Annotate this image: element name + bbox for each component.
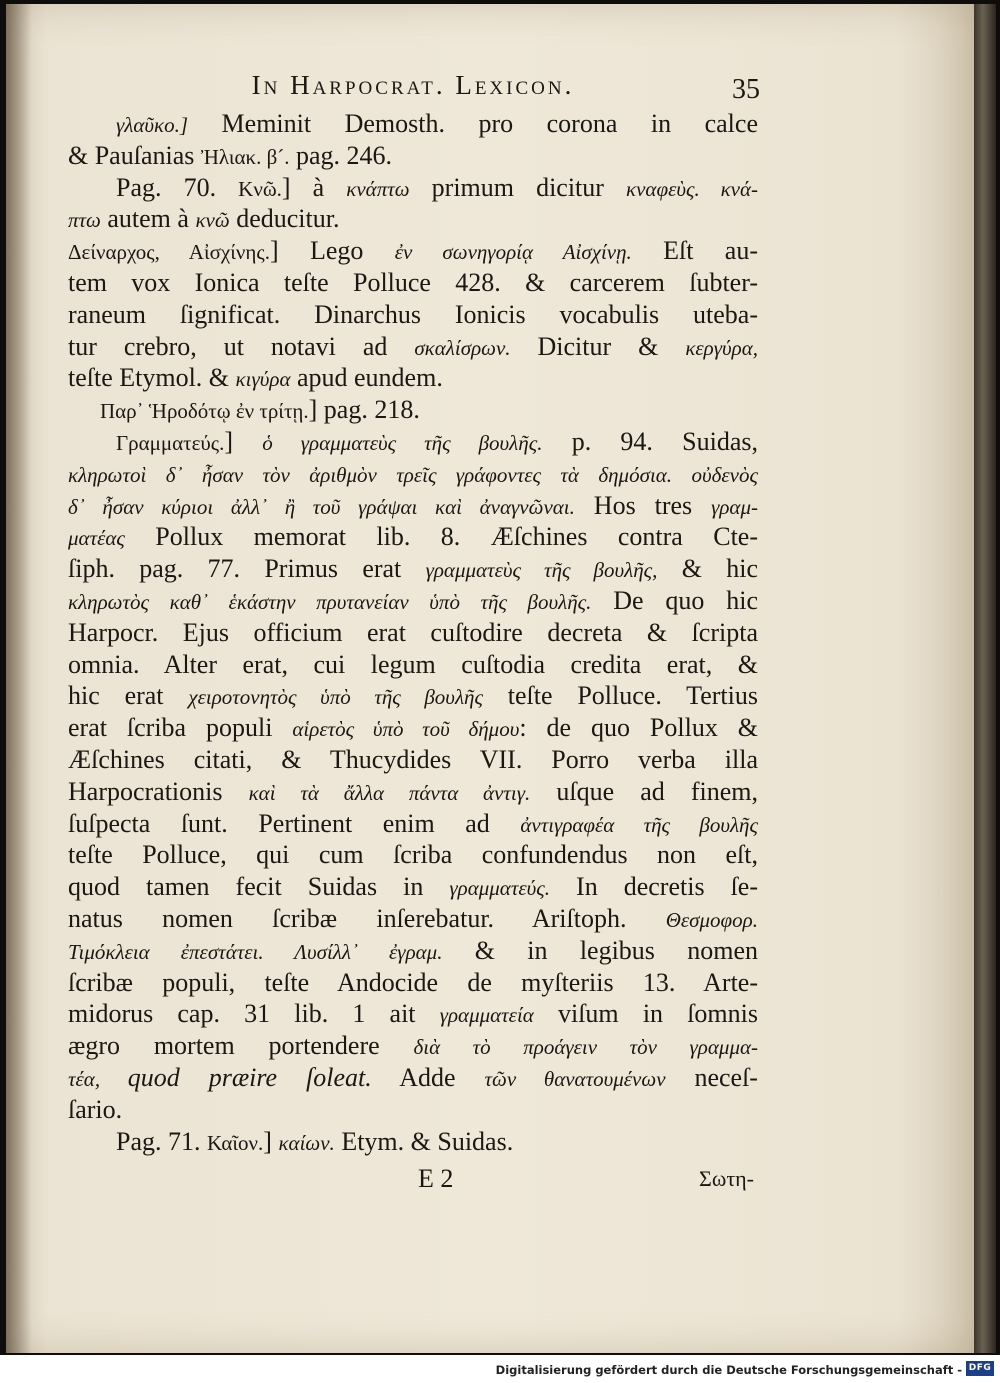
latin-text: neceſ- <box>665 1062 758 1092</box>
catchword: Σωτη- <box>699 1166 754 1192</box>
latin-text: omnia. Alter erat, cui legum cuſtodia credita erat, & <box>68 649 758 679</box>
latin-text: Etym. & Suidas. <box>334 1126 514 1156</box>
latin-text: raneum ſignificat. Dinarchus Ionicis vocabulis uteba- <box>68 299 758 329</box>
greek-text: Γραμματεύς. <box>116 430 225 455</box>
greek-text: γραμ- <box>711 494 758 519</box>
latin-text: : de quo Pollux & <box>519 713 758 743</box>
text-line <box>68 426 758 458</box>
text-line <box>68 998 758 1030</box>
latin-text: erat ſcriba populi <box>68 713 293 743</box>
latin-text: p. 94. Suidas, <box>542 426 758 456</box>
latin-text: ] <box>224 426 263 456</box>
text-line <box>68 617 758 649</box>
greek-text: κληρωτοὶ δ᾽ ἦσαν τὸν ἀριθμὸν τρεῖς γράφοντες τὰ δημόσια. οὐδενὸς <box>68 462 758 487</box>
greek-text: κιγύρα <box>235 367 291 392</box>
text-line <box>68 903 758 935</box>
text-line <box>68 680 758 712</box>
greek-text: Παρ᾽ Ἡροδότῳ ἐν τρίτῃ. <box>100 399 309 424</box>
latin-text: Adde <box>371 1062 485 1092</box>
latin-text: & in legibus nomen <box>442 935 758 965</box>
latin-text: tem vox Ionica teſte Polluce 428. & carcerem ſubter- <box>68 267 758 297</box>
greek-text: ὁ γραμματεὺς τῆς βουλῆς. <box>262 430 543 455</box>
running-title: In Harpocrat. Lexicon. <box>251 70 575 100</box>
greek-text: Κνῶ. <box>238 176 282 201</box>
text-line <box>68 585 758 617</box>
latin-text: ] à <box>281 172 347 202</box>
credit-text: Digitalisierung gefördert durch die Deutsche Forschungsgemeinschaft - <box>495 1363 962 1377</box>
latin-text: tur crebro, ut notavi ad <box>68 331 415 361</box>
greek-text: κεργύρα, <box>685 335 759 360</box>
latin-text: pag. 246. <box>289 140 393 170</box>
latin-text: quod tamen fecit Suidas in <box>68 872 450 902</box>
text-line <box>68 108 758 140</box>
latin-text: Eſt au- <box>631 236 758 266</box>
text-line <box>68 839 758 871</box>
text-line <box>68 203 758 235</box>
text-block <box>68 70 758 1201</box>
latin-text: teſte Polluce. Tertius <box>482 681 758 711</box>
latin-text: & Pauſanias <box>68 140 201 170</box>
text-line <box>68 490 758 522</box>
greek-text: πτω <box>68 208 101 233</box>
latin-text: & hic <box>657 554 758 584</box>
greek-text: τῶν θανατουμένων <box>484 1066 666 1091</box>
latin-text: In decretis ſe- <box>550 872 758 902</box>
latin-text: natus nomen ſcribæ inſerebatur. Ariſtoph. <box>68 903 666 933</box>
credit-bar <box>0 1355 1000 1383</box>
latin-text: autem à <box>100 204 196 234</box>
greek-text: κνῶ <box>195 208 230 233</box>
text-line <box>68 1094 758 1126</box>
greek-text: αἱρετὸς ὑπὸ τοῦ δήμου <box>292 717 520 742</box>
greek-text: σκαλίσρων. <box>414 335 511 360</box>
text-line <box>68 1062 758 1094</box>
greek-text: ματέας <box>68 526 125 551</box>
latin-text: ſiph. pag. 77. Primus erat <box>68 554 426 584</box>
latin-text: quod præire ſoleat. <box>127 1062 372 1092</box>
greek-text: κναφεὺς. κνά- <box>626 176 759 201</box>
latin-text: Harpocr. Ejus officium erat cuſtodire decreta & ſcripta <box>68 617 758 647</box>
greek-text: Δείναρχος, Αἰσχίνης. <box>68 240 270 265</box>
text-line <box>68 935 758 967</box>
text-line <box>68 553 758 585</box>
latin-text: ] pag. 218. <box>308 395 420 425</box>
latin-text: ſuſpecta ſunt. Pertinent enim ad <box>68 808 521 838</box>
latin-text: teſte Polluce, qui cum ſcriba confundendus non eſt, <box>68 840 758 870</box>
latin-text: Pag. 70. <box>116 172 239 202</box>
running-header <box>68 70 758 108</box>
text-line <box>68 299 758 331</box>
latin-text: hic erat <box>68 681 189 711</box>
text-line <box>68 394 758 426</box>
latin-text: ] <box>263 1126 279 1156</box>
text-line <box>68 521 758 553</box>
text-line <box>68 712 758 744</box>
text-line <box>68 140 758 172</box>
latin-text: viſum in ſomnis <box>533 999 758 1029</box>
page-footer <box>68 1161 758 1201</box>
latin-text: Pollux memorat lib. 8. Æſchines contra Cte- <box>124 522 758 552</box>
latin-text: Meminit Demosth. pro corona in calce <box>188 109 758 138</box>
text-line <box>68 362 758 394</box>
binding-shadow <box>6 4 32 1353</box>
latin-text: midorus cap. 31 lib. 1 ait <box>68 999 440 1029</box>
greek-text: Τιμόκλεια ἐπεστάτει. Λυσίλλ᾽ ἐγραμ. <box>68 939 443 964</box>
text-line <box>68 458 758 490</box>
latin-text: ægro mortem portendere <box>68 1031 414 1061</box>
greek-text: κληρωτὸς καθ᾽ ἑκάστην πρυτανείαν ὑπὸ τῆς βουλῆς. <box>68 589 592 614</box>
body-text <box>68 108 758 1157</box>
signature-mark: E 2 <box>418 1164 454 1194</box>
latin-text: uſque ad finem, <box>530 776 758 806</box>
latin-text: Dicitur & <box>510 331 686 361</box>
greek-text: Ἠλιακ. β´. <box>200 144 290 169</box>
text-line <box>68 776 758 808</box>
greek-text: διὰ τὸ προάγειν τὸν γραμμα- <box>413 1035 758 1060</box>
latin-text: teſte Etymol. & <box>68 363 236 393</box>
text-line <box>68 649 758 681</box>
latin-text: Pag. 71. <box>116 1126 207 1156</box>
text-line <box>68 1030 758 1062</box>
dfg-logo: DFG <box>966 1361 994 1376</box>
greek-text: κνάπτω <box>346 176 410 201</box>
greek-text: ἀντιγραφέα τῆς βουλῆς <box>520 812 758 837</box>
latin-text: Hos tres <box>574 490 712 520</box>
greek-text: γραμματεὺς τῆς βουλῆς, <box>425 558 658 583</box>
text-line <box>68 744 758 776</box>
text-line <box>68 1126 758 1158</box>
latin-text: ] Lego <box>269 236 395 266</box>
latin-text: ſario. <box>68 1094 123 1124</box>
page-number: 35 <box>732 74 760 105</box>
latin-text: deducitur. <box>229 204 340 234</box>
greek-text: γλαῦκο.] <box>116 113 189 137</box>
latin-text: apud eundem. <box>290 363 443 393</box>
text-line <box>68 267 758 299</box>
greek-text: Καῖον. <box>207 1130 264 1155</box>
text-line <box>68 808 758 840</box>
latin-text: Æſchines citati, & Thucydides VII. Porro verba illa <box>68 744 758 774</box>
greek-text: ἐν σωνηγορίᾳ Αἰσχίνῃ. <box>394 240 632 265</box>
latin-text: primum dicitur <box>409 172 627 202</box>
greek-text: δ᾽ ἦσαν κύριοι ἀλλ᾽ ἢ τοῦ γράψαι καὶ ἀναγνῶναι. <box>68 494 575 519</box>
text-line <box>68 331 758 363</box>
latin-text: De quo hic <box>591 585 758 615</box>
latin-text: ſcribæ populi, teſte Andocide de myſteriis 13. Arte- <box>68 967 758 997</box>
greek-text: Θεσμοφορ. <box>665 907 758 932</box>
greek-text: χειροτονητὸς ὑπὸ τῆς βουλῆς <box>188 685 483 710</box>
page-edge <box>974 4 996 1353</box>
text-line <box>68 871 758 903</box>
greek-text: γραμματεία <box>439 1003 534 1028</box>
greek-text: τέα, <box>68 1066 128 1091</box>
greek-text: γραμματεύς. <box>449 876 551 901</box>
text-line <box>68 235 758 267</box>
greek-text: καὶ τὰ ἄλλα πάντα ἀντιγ. <box>248 780 531 805</box>
text-line <box>68 967 758 999</box>
text-line <box>68 172 758 204</box>
greek-text: καίων. <box>278 1130 335 1155</box>
latin-text: Harpocrationis <box>68 776 249 806</box>
